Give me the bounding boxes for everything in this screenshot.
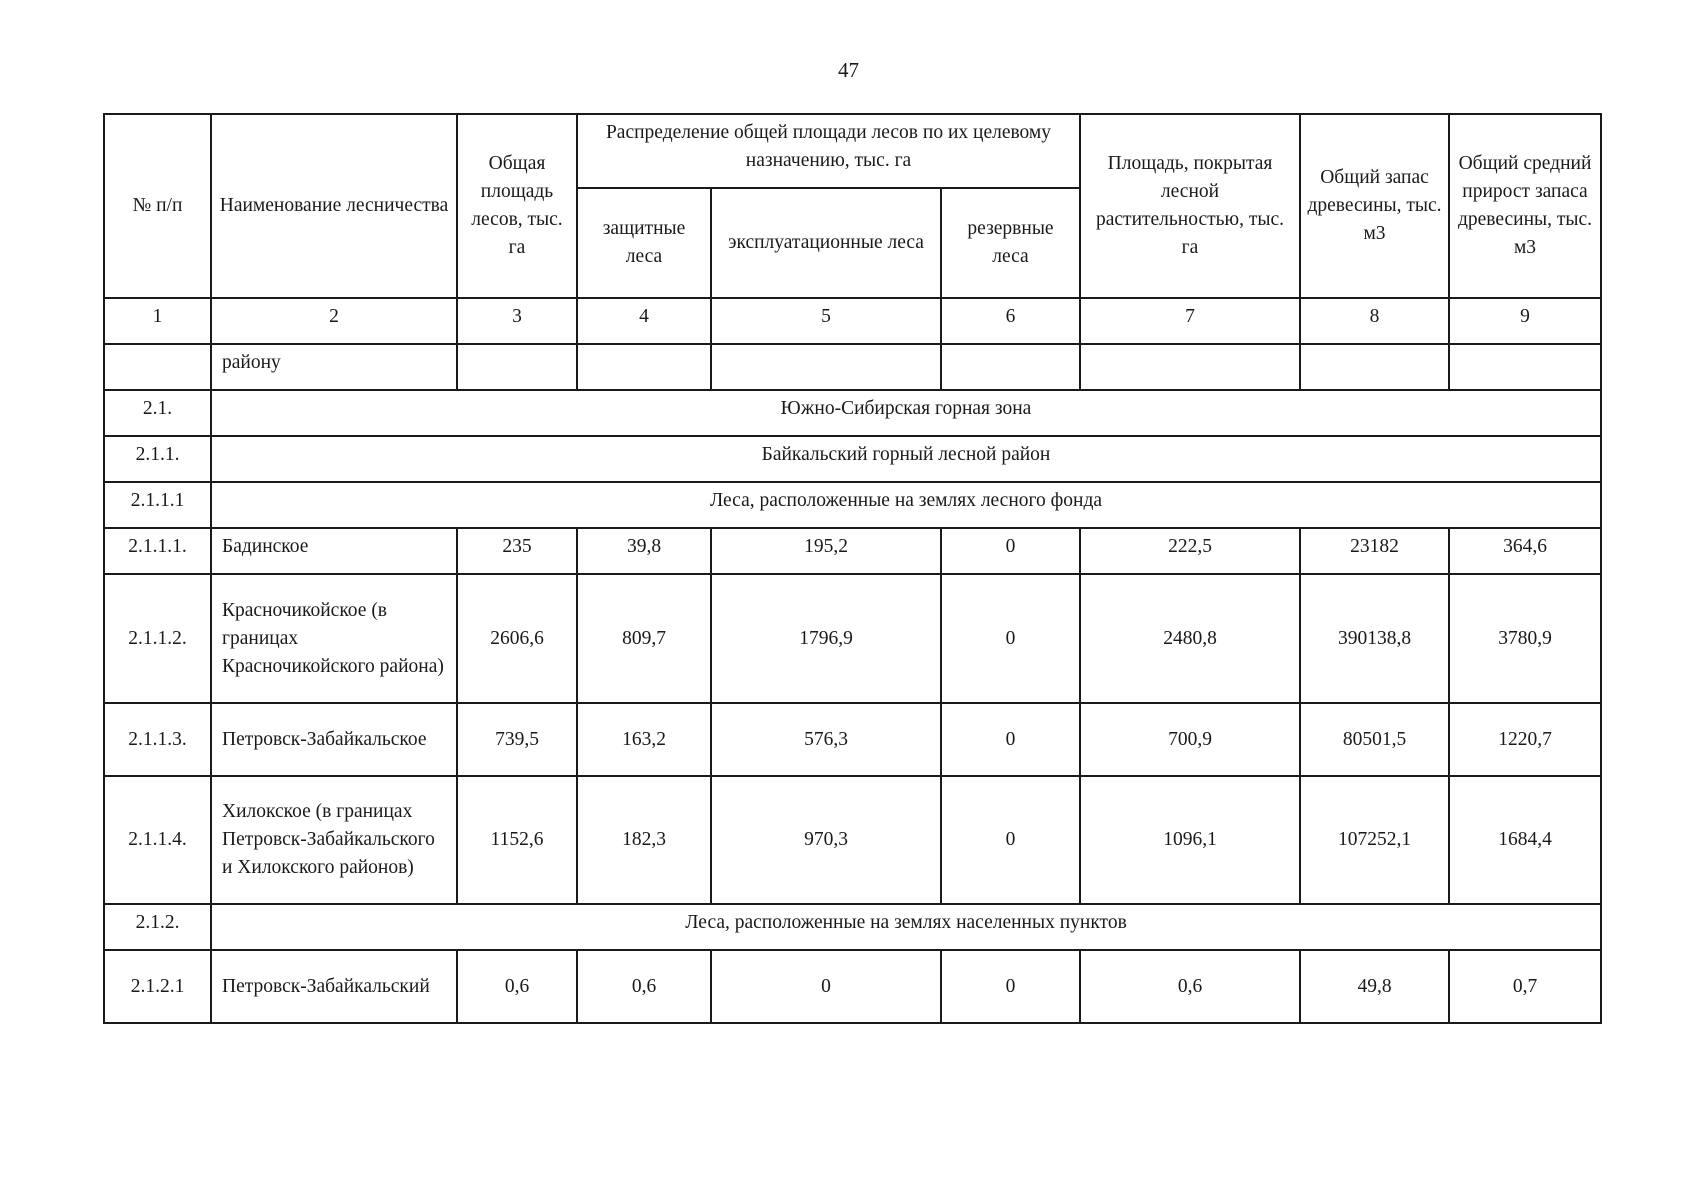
cell-protective: 0,6 [577, 950, 711, 1023]
cell-name: району [211, 344, 457, 390]
section-row [104, 904, 1601, 950]
table-row [104, 344, 1601, 390]
cell-exploitation: 1796,9 [711, 574, 941, 703]
section-title: Леса, расположенные на землях населенных пунктов [211, 904, 1601, 950]
cell-total-area: 1152,6 [457, 776, 577, 904]
cell-stock: 390138,8 [1300, 574, 1449, 703]
cell-total-area: 235 [457, 528, 577, 574]
cell-stock: 80501,5 [1300, 703, 1449, 776]
forest-area-table [103, 113, 1602, 1024]
cell-total-area: 739,5 [457, 703, 577, 776]
cell-exploitation: 0 [711, 950, 941, 1023]
cell-name: Бадинское [211, 528, 457, 574]
section-num: 2.1.2. [104, 904, 211, 950]
header-protective: защитные леса [577, 188, 711, 298]
cell-exploitation: 195,2 [711, 528, 941, 574]
section-title: Южно-Сибирская горная зона [211, 390, 1601, 436]
column-number: 9 [1449, 298, 1601, 344]
column-number: 7 [1080, 298, 1300, 344]
header-covered-area: Площадь, покрытая лесной растительностью, тыс. га [1080, 114, 1300, 298]
column-number: 1 [104, 298, 211, 344]
cell-covered: 222,5 [1080, 528, 1300, 574]
section-title: Леса, расположенные на землях лесного фонда [211, 482, 1601, 528]
column-number: 6 [941, 298, 1080, 344]
header-name: Наименование лесничества [211, 114, 457, 298]
cell-increment: 3780,9 [1449, 574, 1601, 703]
cell-reserve: 0 [941, 574, 1080, 703]
cell-reserve: 0 [941, 950, 1080, 1023]
section-row [104, 390, 1601, 436]
table-row [104, 703, 1601, 776]
cell-increment: 0,7 [1449, 950, 1601, 1023]
cell-reserve: 0 [941, 528, 1080, 574]
cell-num: 2.1.1.1. [104, 528, 211, 574]
cell-increment: 1684,4 [1449, 776, 1601, 904]
column-number: 8 [1300, 298, 1449, 344]
cell-protective: 809,7 [577, 574, 711, 703]
section-num: 2.1. [104, 390, 211, 436]
cell-num: 2.1.1.4. [104, 776, 211, 904]
header-total-area: Общая площадь лесов, тыс. га [457, 114, 577, 298]
section-row [104, 436, 1601, 482]
header-distribution: Распределение общей площади лесов по их целевому назначению, тыс. га [577, 114, 1080, 188]
cell-name: Хилокское (в границах Петровск-Забайкальского и Хилокского районов) [211, 776, 457, 904]
cell-increment: 364,6 [1449, 528, 1601, 574]
column-number: 3 [457, 298, 577, 344]
cell-num: 2.1.2.1 [104, 950, 211, 1023]
cell-name: Петровск-Забайкальский [211, 950, 457, 1023]
cell-exploitation: 970,3 [711, 776, 941, 904]
cell-covered: 0,6 [1080, 950, 1300, 1023]
cell-protective: 163,2 [577, 703, 711, 776]
header-num: № п/п [104, 114, 211, 298]
cell-total-area: 0,6 [457, 950, 577, 1023]
cell-covered: 2480,8 [1080, 574, 1300, 703]
cell-stock: 49,8 [1300, 950, 1449, 1023]
cell-name: Красночикойское (в границах Красночикойского района) [211, 574, 457, 703]
cell-exploitation: 576,3 [711, 703, 941, 776]
cell-covered: 700,9 [1080, 703, 1300, 776]
header-exploitation: эксплуатационные леса [711, 188, 941, 298]
cell-protective: 39,8 [577, 528, 711, 574]
section-num: 2.1.1. [104, 436, 211, 482]
page-number: 47 [838, 58, 859, 82]
cell-num: 2.1.1.2. [104, 574, 211, 703]
cell-stock: 107252,1 [1300, 776, 1449, 904]
column-number: 2 [211, 298, 457, 344]
cell-covered: 1096,1 [1080, 776, 1300, 904]
table-row [104, 950, 1601, 1023]
cell-protective: 182,3 [577, 776, 711, 904]
header-reserve: резервные леса [941, 188, 1080, 298]
cell-num [104, 344, 211, 390]
section-num: 2.1.1.1 [104, 482, 211, 528]
cell-stock: 23182 [1300, 528, 1449, 574]
table-row [104, 528, 1601, 574]
cell-reserve: 0 [941, 703, 1080, 776]
header-wood-stock: Общий запас древесины, тыс. м3 [1300, 114, 1449, 298]
column-number: 5 [711, 298, 941, 344]
table-row [104, 776, 1601, 904]
column-number: 4 [577, 298, 711, 344]
cell-num: 2.1.1.3. [104, 703, 211, 776]
header-increment: Общий средний прирост запаса древесины, тыс. м3 [1449, 114, 1601, 298]
column-number-row [104, 298, 1601, 344]
section-row [104, 482, 1601, 528]
table-header-row [104, 114, 1601, 188]
table-row [104, 574, 1601, 703]
cell-total-area: 2606,6 [457, 574, 577, 703]
cell-increment: 1220,7 [1449, 703, 1601, 776]
section-title: Байкальский горный лесной район [211, 436, 1601, 482]
cell-name: Петровск-Забайкальское [211, 703, 457, 776]
cell-reserve: 0 [941, 776, 1080, 904]
